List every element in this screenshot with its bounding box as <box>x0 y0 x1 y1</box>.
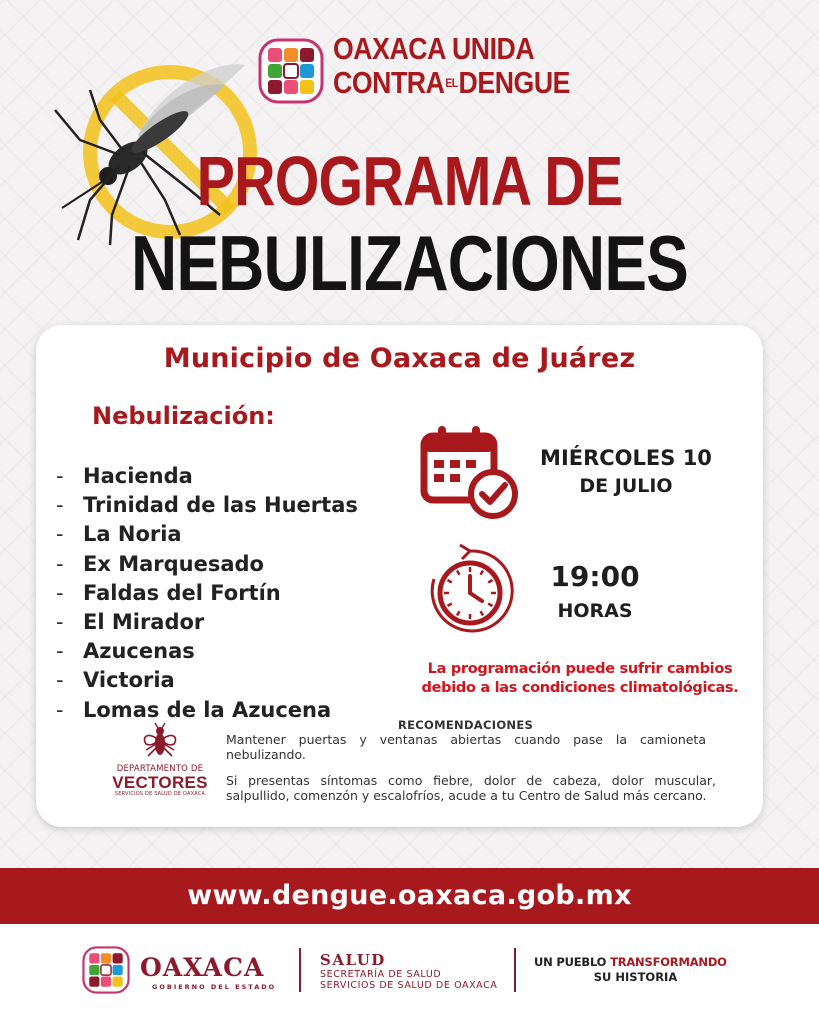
place-name: Victoria <box>83 668 175 693</box>
list-dash: - <box>56 610 64 635</box>
municipio-heading: Municipio de Oaxaca de Juárez <box>163 343 636 374</box>
list-item <box>56 491 358 520</box>
list-item <box>56 579 358 608</box>
time-unit: HORAS <box>557 600 633 622</box>
clock-icon <box>424 543 516 638</box>
list-dash: - <box>56 464 64 488</box>
footer-gobierno: GOBIERNO DEL ESTADO <box>152 983 277 991</box>
vectores-services: SERVICIOS DE SALUD DE OAXACA <box>114 791 206 797</box>
recommendations-title: RECOMENDACIONES <box>398 718 534 732</box>
weather-warning: La programación puede sufrir cambios debido a las condiciones climatológicas. <box>421 661 739 696</box>
nebulizacion-label: Nebulización: <box>92 402 275 430</box>
footer-oaxaca: OAXACA <box>140 953 265 982</box>
title-line-2: NEBULIZACIONES <box>130 219 689 307</box>
place-name: El Mirador <box>83 610 205 635</box>
list-dash: - <box>56 668 64 693</box>
list-dash: - <box>56 697 64 722</box>
footer-divider <box>299 948 301 992</box>
place-name: Faldas del Fortín <box>83 580 281 605</box>
list-item <box>56 637 358 666</box>
list-item <box>56 666 358 695</box>
time-value: 19:00 <box>550 560 640 593</box>
title-line-1: PROGRAMA DE <box>196 142 623 220</box>
vector-insect-icon <box>140 722 180 762</box>
footer-salud: SALUD <box>320 951 386 969</box>
place-name: Lomas de la Azucena <box>83 697 332 722</box>
place-name: Azucenas <box>83 639 195 664</box>
footer-servicios: SERVICIOS DE SALUD DE OAXACA <box>320 980 498 991</box>
list-item <box>56 550 358 579</box>
place-name: La Noria <box>83 522 182 547</box>
campaign-dengue: DENGUE <box>458 65 571 100</box>
campaign-el: EL <box>445 76 458 90</box>
footer-secretaria: SECRETARÍA DE SALUD <box>320 969 442 980</box>
list-item <box>56 608 358 637</box>
campaign-title <box>333 32 593 100</box>
list-dash: - <box>56 639 64 664</box>
vectores-logo <box>112 722 208 797</box>
recommendation-2: Si presentas síntomas como fiebre, dolor de cabeza, dolor muscular, salpullido, comenzón y escalofríos, acude a tu Centro de Salud más cercano. <box>226 773 716 803</box>
place-name: Hacienda <box>83 464 193 488</box>
list-dash: - <box>56 580 64 605</box>
footer-lema-line-2: SU HISTORIA <box>593 970 678 984</box>
list-item <box>56 696 358 725</box>
footer-lema-line-1 <box>534 955 727 969</box>
vectores-dept: DEPARTAMENTO DE <box>116 764 204 774</box>
place-name: Trinidad de las Huertas <box>83 493 358 518</box>
lema-transformando: TRANSFORMANDO <box>610 955 727 969</box>
footer-divider <box>514 948 516 992</box>
list-dash: - <box>56 551 64 576</box>
vectores-name: VECTORES <box>112 773 208 792</box>
campaign-line-2 <box>333 65 571 100</box>
campaign-contra: CONTRA <box>333 65 445 100</box>
places-list <box>56 462 358 725</box>
date-month: DE JULIO <box>579 475 673 497</box>
list-item <box>56 520 358 549</box>
lema-un-pueblo: UN PUEBLO <box>534 955 611 969</box>
list-item <box>56 462 358 491</box>
calendar-check-icon <box>420 422 520 522</box>
website-link[interactable]: www.dengue.oaxaca.gob.mx <box>187 880 632 911</box>
campaign-line-1: OAXACA UNIDA <box>333 31 535 66</box>
date-day: MIÉRCOLES 10 <box>540 446 712 470</box>
oaxaca-logo-icon <box>82 946 130 994</box>
list-dash: - <box>56 522 64 547</box>
recommendation-1: Mantener puertas y ventanas abiertas cuando pase la camioneta nebulizando. <box>226 732 706 762</box>
list-dash: - <box>56 493 64 518</box>
place-name: Ex Marquesado <box>83 551 264 576</box>
oaxaca-logo-icon <box>258 38 324 104</box>
